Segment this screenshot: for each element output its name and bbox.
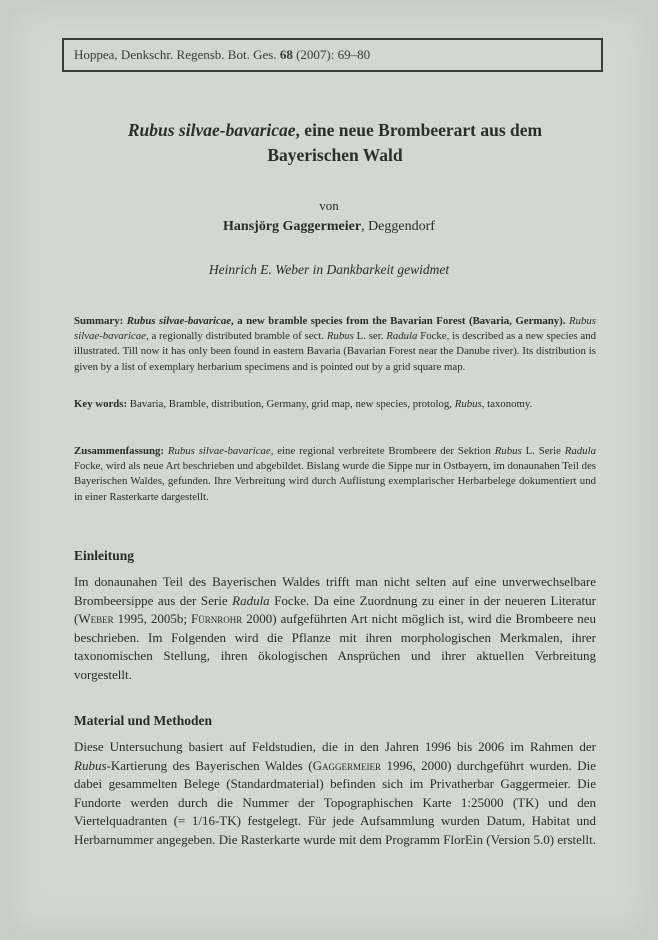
summary-radula: Radula [386,330,418,343]
summary-paragraph [74,314,596,375]
summary-title-species: Rubus silvae-bavaricae [126,315,232,327]
section-heading-methoden: Material und Methoden [74,713,212,728]
methoden-text-2: -Kartierung des Bayerischen Waldes ( [106,757,313,773]
zusammenfassung-label: Zusammenfassung: [74,445,164,457]
summary-text-2: L. ser. [353,330,387,343]
einleitung-text-2: Focke. Da eine Zuordnung zu einer in der neueren Literatur ( [74,592,596,627]
keywords-rubus: Rubus [454,398,482,410]
einleitung-paragraph [74,573,596,685]
methoden-rubus: Rubus [74,757,107,773]
summary-text-1: , a regionally distributed bramble of sect. [145,330,327,343]
einleitung-text-3: 1995, 2005b; [113,611,191,627]
zusammenfassung-text-1: , eine regional verbreitete Brombeere der Sektion [270,445,495,457]
einleitung-text-1: Im donaunahen Teil des Bayerischen Waldes trifft man nicht selten auf eine unverwechselbare Brombeersippe aus der Serie [74,574,596,608]
methoden-text-1: Diese Untersuchung basiert auf Feldstudien, die in den Jahren 1996 bis 2006 im Rahmen der [74,739,596,754]
citation-gaggermeier: Gaggermeier [312,757,381,773]
einleitung-text-4: 2000) aufgeführten Art nicht möglich ist, wird die Brombeere neu beschrieben. Im Folgenden wird die Pflanze mit ihren morphologischen Merkmalen, ihrer taxonomischen Stellung, ihren ökologischen Ansprüchen und ihrer aktuellen Verbreitung vorgestellt. [74,611,596,682]
zusammenfassung-rubus: Rubus [494,445,522,457]
journal-name: Hoppea, Denkschr. Regensb. Bot. Ges. [74,47,277,62]
dedication: Heinrich E. Weber in Dankbarkeit gewidmet [208,262,450,277]
keywords-paragraph [74,397,596,412]
summary-label: Summary: [74,315,124,327]
journal-year-pages: (2007): 69–80 [296,47,371,62]
zusammenfassung-paragraph [74,444,596,505]
zusammenfassung-species: Rubus silvae-bavaricae [167,445,271,457]
keywords-end: , taxonomy. [481,398,533,410]
methoden-text-3: 1996, 2000) durchgeführt wurden. Die dabei gesammelten Belege (Standardmaterial) befinden sich im Privatherbar Gaggermeier. Die Fundorte werden durch die Nummer der Topographischen Karte 1:25000 (TK) und den Viertelquadranten (= 1/16-TK) festgelegt. Für jede Aufsammlung wurden Datum, Habitat und Herbarnummer angegeben. Die Rasterkarte wurde mit dem Programm FlorEin (Version 5.0) erstellt. [74,757,597,847]
methoden-paragraph [74,738,596,850]
zusammenfassung-text-2: L. Serie [521,445,565,457]
journal-volume: 68 [279,47,293,62]
author-place: , Deggendorf [361,219,435,234]
summary-text-3: Focke, is described as a new species and illustrated. Till now it has only been found in eastern Bavaria (Bavarian Forest near the Danube river). Its distribution is given by a list of exemplary herbarium specimens and is pointed out by a grid square map. [74,330,596,373]
einleitung-radula: Radula [232,592,270,608]
citation-fuernrohr: Fürnrohr [191,611,243,627]
title-line1-rest: , eine neue Brombeerart aus dem [295,120,543,140]
keywords-text: Bavaria, Bramble, distribution, Germany, grid map, new species, protolog, [127,398,455,410]
byline-von: von [319,198,339,213]
summary-title-rest: , a new bramble species from the Bavarian Forest (Bavaria, Germany). [231,315,566,327]
zusammenfassung-radula: Radula [564,445,596,457]
keywords-label: Key words: [74,398,128,410]
section-heading-einleitung: Einleitung [74,548,135,563]
citation-weber: Weber [78,611,114,627]
author-line [0,219,658,235]
zusammenfassung-text-3: Focke, wird als neue Art beschrieben und abgebildet. Bislang wurde die Sippe nur in Ostbayern, im donaunahen Teil des Bayerischen Waldes, gefunden. Ihre Verbreitung wird durch Auflistung exemplarischer Herbarbelege dokumentiert und in einer Rasterkarte dargestellt. [74,460,596,503]
title-species: Rubus silvae-bavaricae [127,120,296,140]
author-name: Hansjörg Gaggermeier [223,219,362,234]
summary-rubus: Rubus [326,330,354,343]
title-line2: Bayerischen Wald [267,145,403,165]
paper-title [40,118,630,168]
summary-species: Rubus silvae-bavaricae [74,315,596,343]
journal-header [62,38,603,72]
